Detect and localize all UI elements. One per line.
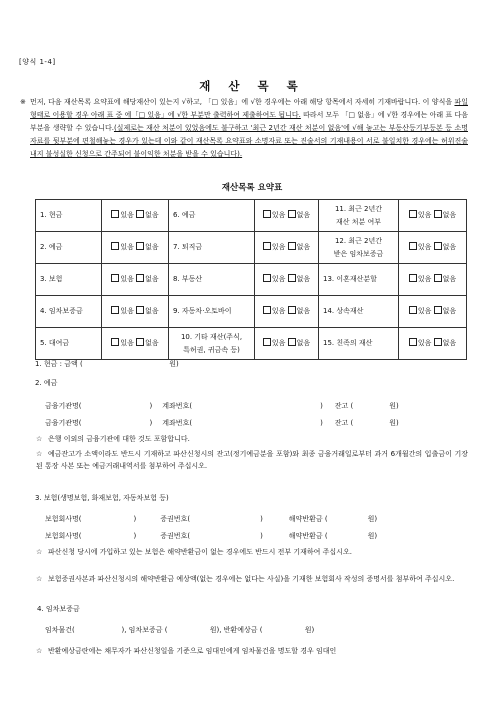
form-number: [양식 1-4] — [19, 58, 56, 66]
yes-label: 있음 — [271, 339, 286, 348]
no-label: 없음 — [442, 243, 457, 252]
checkbox-yes[interactable] — [111, 306, 119, 314]
star-icon: ☆ — [36, 647, 43, 655]
summary-item-label: 7. 퇴직금 — [169, 232, 255, 264]
deposit-row — [45, 419, 399, 428]
checkbox-no[interactable] — [136, 210, 144, 218]
summary-title: 재산목록 요약표 — [221, 183, 283, 193]
checkbox-yes[interactable] — [409, 210, 417, 218]
deposit-note-1: ☆ 은행 이외의 금융기관에 대한 것도 포함합니다. — [36, 435, 190, 443]
yes-no-options — [399, 328, 467, 360]
yes-no-options — [399, 232, 467, 264]
checkbox-yes[interactable] — [409, 338, 417, 346]
checkbox-no[interactable] — [136, 242, 144, 250]
notice-mark: ※ — [20, 98, 26, 106]
star-icon: ☆ — [36, 435, 43, 443]
close-paren: ) — [133, 515, 137, 523]
yes-no-options — [255, 328, 319, 360]
yes-no-options — [102, 264, 169, 296]
amount-label: 금액 ( — [64, 360, 83, 368]
close-paren: ) — [320, 402, 323, 410]
section-insurance-heading: 3. 보험(생명보험, 화재보험, 자동차보험 등) — [35, 494, 169, 502]
balance-label: 잔고 ( — [334, 419, 354, 427]
no-label: 없음 — [296, 307, 311, 316]
summary-item-label: 2. 예금 — [36, 232, 102, 264]
summary-item-label: 12. 최근 2년간 받은 임차보증금 — [319, 232, 399, 264]
yes-no-options — [255, 264, 319, 296]
yes-label: 있음 — [417, 211, 432, 220]
yes-label: 있음 — [271, 307, 286, 316]
refund-label: 해약반환금 ( — [288, 532, 328, 540]
yes-label: 있음 — [120, 339, 134, 348]
yes-no-options — [399, 200, 467, 232]
checkbox-no[interactable] — [434, 338, 442, 346]
lease-row: 임차물건( ), 임차보증금 ( 원), 반환예상금 ( 원) — [45, 626, 315, 634]
yes-no-options — [102, 232, 169, 264]
won-label: 원) — [389, 402, 399, 410]
account-label: 계좌번호( — [162, 419, 193, 427]
checkbox-no[interactable] — [136, 274, 144, 282]
deposit-note-2: ☆ 예금잔고가 소액이라도 반드시 기재하고 파산신청시의 잔고(정기예금분을 포함)와 최종 금융거래일로부터 과거 6개월간의 입출금이 기장된 통장 사본 또는 예금거래내역서를 첨부하여 주십시오. — [36, 450, 468, 470]
summary-row — [36, 200, 467, 232]
checkbox-no[interactable] — [288, 306, 296, 314]
summary-row — [36, 232, 467, 264]
insurance-row — [45, 532, 377, 541]
close-paren: ) — [260, 532, 263, 540]
checkbox-no[interactable] — [434, 210, 442, 218]
yes-label: 있음 — [120, 243, 134, 252]
won-label: 원) — [367, 532, 378, 540]
close-paren: ) — [133, 532, 137, 540]
checkbox-no[interactable] — [288, 242, 296, 250]
deposit-row — [45, 402, 399, 411]
checkbox-yes[interactable] — [111, 242, 119, 250]
notice-text-2: 따라서 모두 「□ 없음」에 √한 경우에는 아래 표 다음 부분을 생략할 수 있습니다. — [30, 111, 468, 132]
yes-label: 있음 — [271, 211, 286, 220]
no-label: 없음 — [145, 307, 159, 316]
insurance-row — [45, 515, 377, 524]
checkbox-yes[interactable] — [111, 338, 119, 346]
checkbox-no[interactable] — [136, 338, 144, 346]
star-icon: ☆ — [36, 450, 43, 458]
insurer-label: 보험회사명( — [45, 532, 82, 540]
bank-label: 금융기관명( — [45, 419, 82, 427]
yes-no-options — [255, 232, 319, 264]
insurance-note-2: ☆ 보험증권사본과 파산신청시의 해약반환금 예상액(없는 경우에는 없다는 사실)을 기재한 보험회사 작성의 증명서를 첨부하여 주십시오. — [36, 575, 455, 583]
checkbox-no[interactable] — [434, 242, 442, 250]
yes-label: 있음 — [120, 307, 134, 316]
colon: : — [59, 360, 63, 368]
yes-no-options — [102, 328, 169, 360]
checkbox-yes[interactable] — [263, 338, 271, 346]
no-label: 없음 — [442, 339, 457, 348]
checkbox-no[interactable] — [434, 274, 442, 282]
section-cash — [35, 360, 179, 369]
close-paren: ) — [320, 419, 323, 427]
section-heading: 1. 현금 — [35, 360, 58, 368]
won-label: 원) — [169, 360, 179, 368]
yes-label: 있음 — [417, 339, 432, 348]
summary-table — [35, 199, 467, 360]
checkbox-no[interactable] — [288, 338, 296, 346]
yes-label: 있음 — [271, 243, 286, 252]
no-label: 없음 — [296, 211, 311, 220]
star-icon: ☆ — [36, 575, 43, 583]
yes-no-options — [102, 296, 169, 328]
checkbox-yes[interactable] — [409, 242, 417, 250]
yes-no-options — [399, 296, 467, 328]
close-paren: ) — [149, 419, 153, 427]
checkbox-yes[interactable] — [263, 306, 271, 314]
star-icon: ☆ — [36, 548, 43, 556]
section-lease-deposit-heading: 4. 임차보증금 — [37, 605, 80, 613]
summary-item-label: 5. 대여금 — [36, 328, 102, 360]
summary-item-label: 13. 이혼재산분할 — [319, 264, 399, 296]
notice-paragraph — [20, 96, 468, 161]
policy-label: 증권번호( — [160, 515, 191, 523]
notice-text-1: 먼저, 다음 재산목록 요약표에 해당재산이 있는지 √하고, 「□ 있음」에 √한 경우에는 아래 해당 항목에서 자세히 기재바랍니다. 이 양식을 — [30, 98, 455, 106]
yes-label: 있음 — [417, 307, 432, 316]
summary-row — [36, 328, 467, 360]
yes-label: 있음 — [271, 275, 286, 284]
section-deposit-heading: 2. 예금 — [35, 379, 58, 387]
yes-no-options — [399, 264, 467, 296]
no-label: 없음 — [296, 339, 311, 348]
summary-item-label: 15. 친족의 재산 — [319, 328, 399, 360]
lease-note-1: ☆ 반환예상금란에는 채무자가 파산신청일을 기준으로 임대인에게 임차물건을 명도할 경우 임대인 — [36, 647, 337, 655]
yes-label: 있음 — [417, 275, 432, 284]
checkbox-yes[interactable] — [409, 274, 417, 282]
summary-row — [36, 264, 467, 296]
no-label: 없음 — [296, 243, 311, 252]
checkbox-yes[interactable] — [111, 210, 119, 218]
checkbox-yes[interactable] — [409, 306, 417, 314]
notice-underlined-1: 파일형태로 이용할 경우 아래 표 중 에「□ 있음」에 √한 부분만 출력하여 제출하여도 됩니다. — [30, 98, 468, 119]
no-label: 없음 — [145, 211, 159, 220]
summary-item-label: 3. 보험 — [36, 264, 102, 296]
yes-label: 있음 — [417, 243, 432, 252]
yes-no-options — [255, 200, 319, 232]
summary-row — [36, 296, 467, 328]
summary-item-label: 4. 임차보증금 — [36, 296, 102, 328]
account-label: 계좌번호( — [162, 402, 193, 410]
summary-item-label: 6. 예금 — [169, 200, 255, 232]
no-label: 없음 — [145, 275, 159, 284]
no-label: 없음 — [145, 243, 159, 252]
checkbox-no[interactable] — [288, 210, 296, 218]
checkbox-no[interactable] — [288, 274, 296, 282]
no-label: 없음 — [442, 307, 457, 316]
no-label: 없음 — [296, 275, 311, 284]
no-label: 없음 — [145, 339, 159, 348]
yes-label: 있음 — [120, 275, 134, 284]
summary-item-label: 1. 현금 — [36, 200, 102, 232]
bank-label: 금융기관명( — [45, 402, 82, 410]
yes-no-options — [255, 296, 319, 328]
checkbox-yes[interactable] — [263, 242, 271, 250]
no-label: 없음 — [442, 275, 457, 284]
no-label: 없음 — [442, 211, 457, 220]
notice-underlined-2: (실제로는 재산 처분이 있었음에도 불구하고 '최근 2년간 재산 처분이 없음'에 √해 놓고는 부동산등기부등본 등 소명자료를 뒷부분에 편철해놓는 경우가 있는데 이와 같이 재산목록 요약표와 소명자료 또는 진술서의 기재내용이 서로 불일치한 경우에는 허위진술내지 불성실한 신청으로 간주되어 불이익한 처분을 받을 수 있습니다). — [30, 124, 468, 158]
summary-item-label: 14. 상속재산 — [319, 296, 399, 328]
close-paren: ) — [260, 515, 263, 523]
balance-label: 잔고 ( — [334, 402, 354, 410]
checkbox-yes[interactable] — [263, 274, 271, 282]
insurance-note-1: ☆ 파산신청 당시에 가입하고 있는 보험은 해약반환금이 없는 경우에도 반드시 전부 기재하여 주십시오. — [36, 548, 352, 556]
checkbox-yes[interactable] — [263, 210, 271, 218]
summary-item-label: 8. 부동산 — [169, 264, 255, 296]
checkbox-no[interactable] — [136, 306, 144, 314]
yes-no-options — [102, 200, 169, 232]
won-label: 원) — [389, 419, 399, 427]
close-paren: ) — [149, 402, 153, 410]
checkbox-yes[interactable] — [111, 274, 119, 282]
summary-item-label: 9. 자동차·오토바이 — [169, 296, 255, 328]
summary-item-label: 10. 기타 재산(주식, 특허권, 귀금속 등) — [169, 328, 255, 360]
refund-label: 해약반환금 ( — [288, 515, 328, 523]
summary-item-label: 11. 최근 2년간 재산 처분 여부 — [319, 200, 399, 232]
won-label: 원) — [367, 515, 378, 523]
page-title: 재 산 목 록 — [199, 79, 305, 93]
yes-label: 있음 — [120, 211, 134, 220]
checkbox-no[interactable] — [434, 306, 442, 314]
insurer-label: 보험회사명( — [45, 515, 82, 523]
policy-label: 증권번호( — [160, 532, 191, 540]
